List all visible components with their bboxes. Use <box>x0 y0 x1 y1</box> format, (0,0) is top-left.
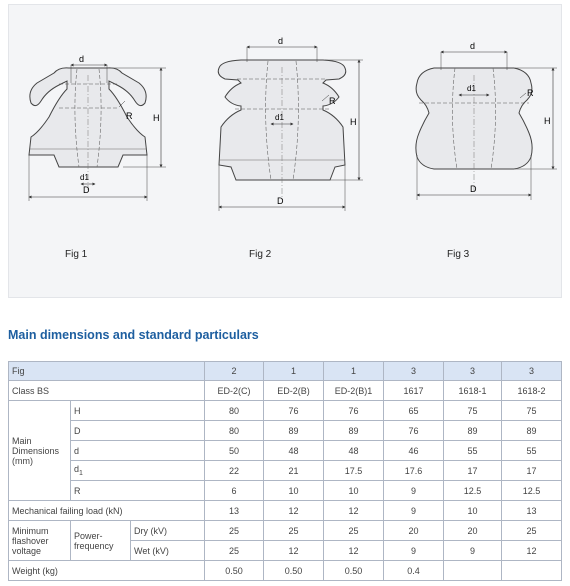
row-label-wet: Wet (kV) <box>131 541 205 561</box>
table-cell <box>444 561 502 581</box>
table-cell: 17.6 <box>384 461 444 481</box>
table-cell: 75 <box>444 401 502 421</box>
fig1-insulator-drawing <box>29 54 166 201</box>
row-label-fig: Fig <box>9 362 205 381</box>
fig1-label-d: d <box>79 54 85 64</box>
dim-label-d: d <box>71 441 205 461</box>
fig1-caption: Fig 1 <box>65 249 88 260</box>
row-label-weight: Weight (kg) <box>9 561 205 581</box>
fig1-label-R: R <box>126 111 133 121</box>
table-cell: 76 <box>264 401 324 421</box>
table-cell: 12 <box>324 541 384 561</box>
fig3-label-d1: d1 <box>467 84 476 93</box>
table-row-weight <box>9 561 562 581</box>
table-cell: 25 <box>205 521 264 541</box>
table-cell: 75 <box>502 401 562 421</box>
table-cell: 1617 <box>384 381 444 401</box>
dim-label-d1 <box>71 461 205 481</box>
table-cell: 2 <box>205 362 264 381</box>
row-label-main-dimensions: Main Dimensions (mm) <box>9 401 71 501</box>
table-cell: ED-2(C) <box>205 381 264 401</box>
row-label-class: Class BS <box>9 381 205 401</box>
table-cell: 25 <box>324 521 384 541</box>
table-cell: 3 <box>444 362 502 381</box>
table-cell: 3 <box>502 362 562 381</box>
table-cell: 10 <box>444 501 502 521</box>
table-cell: ED-2(B)1 <box>324 381 384 401</box>
table-cell: 0.50 <box>324 561 384 581</box>
table-cell: 12 <box>324 501 384 521</box>
table-cell: 6 <box>205 481 264 501</box>
fig2-label-d: d <box>278 36 284 46</box>
section-title: Main dimensions and standard particulars <box>8 328 259 342</box>
table-row-dry <box>9 521 562 541</box>
specifications-table <box>8 361 562 581</box>
table-cell: 17 <box>502 461 562 481</box>
table-row-mechanical-load <box>9 501 562 521</box>
table-cell: 12.5 <box>444 481 502 501</box>
fig1-label-H: H <box>153 113 160 123</box>
table-cell <box>502 561 562 581</box>
table-cell: 46 <box>384 441 444 461</box>
fig2-label-H: H <box>350 117 357 127</box>
table-cell: 80 <box>205 421 264 441</box>
table-cell: 12 <box>502 541 562 561</box>
table-cell: 50 <box>205 441 264 461</box>
table-row-H <box>9 401 562 421</box>
table-cell: 25 <box>502 521 562 541</box>
table-cell: 9 <box>384 501 444 521</box>
table-cell: 9 <box>444 541 502 561</box>
row-label-flashover: Minimum flashover voltage <box>9 521 71 561</box>
fig3-label-H: H <box>544 116 551 126</box>
table-cell: 10 <box>264 481 324 501</box>
table-cell: 9 <box>384 481 444 501</box>
table-cell: 89 <box>324 421 384 441</box>
dim-label-d1-base: d <box>74 464 80 475</box>
fig3-insulator-drawing <box>416 41 557 200</box>
table-cell: 17.5 <box>324 461 384 481</box>
table-cell: 20 <box>384 521 444 541</box>
table-cell: 89 <box>264 421 324 441</box>
table-cell: 25 <box>205 541 264 561</box>
row-label-power-frequency: Power-frequency <box>71 521 131 561</box>
dim-label-R: R <box>71 481 205 501</box>
dim-label-d1-subscript: 1 <box>79 469 83 477</box>
insulator-drawings <box>9 5 561 297</box>
table-cell: 0.50 <box>205 561 264 581</box>
table-cell: 55 <box>444 441 502 461</box>
table-cell: 1 <box>264 362 324 381</box>
fig2-label-d1: d1 <box>275 113 284 122</box>
table-cell: 17 <box>444 461 502 481</box>
table-cell: 3 <box>384 362 444 381</box>
fig2-label-R: R <box>329 96 336 106</box>
fig3-label-d: d <box>470 41 476 51</box>
fig3-label-R: R <box>527 88 534 98</box>
table-cell: 1618-1 <box>444 381 502 401</box>
table-cell: 76 <box>384 421 444 441</box>
table-cell: ED-2(B) <box>264 381 324 401</box>
fig1-label-D: D <box>83 185 90 195</box>
row-label-dry: Dry (kV) <box>131 521 205 541</box>
table-row-class <box>9 381 562 401</box>
fig2-insulator-drawing <box>218 36 363 211</box>
table-cell: 89 <box>502 421 562 441</box>
fig1-label-d1: d1 <box>80 173 89 182</box>
table-cell: 21 <box>264 461 324 481</box>
table-row-R <box>9 481 562 501</box>
table-cell: 12.5 <box>502 481 562 501</box>
table-cell: 0.50 <box>264 561 324 581</box>
figures-panel <box>8 4 562 298</box>
dim-label-D: D <box>71 421 205 441</box>
table-cell: 80 <box>205 401 264 421</box>
table-cell: 12 <box>264 541 324 561</box>
fig2-label-D: D <box>277 196 284 206</box>
table-cell: 89 <box>444 421 502 441</box>
row-label-mechanical-load: Mechanical failing load (kN) <box>9 501 205 521</box>
table-cell: 48 <box>264 441 324 461</box>
table-cell: 22 <box>205 461 264 481</box>
table-row-D <box>9 421 562 441</box>
table-cell: 13 <box>502 501 562 521</box>
fig3-caption: Fig 3 <box>447 249 470 260</box>
table-row-fig <box>9 362 562 381</box>
table-cell: 55 <box>502 441 562 461</box>
table-cell: 9 <box>384 541 444 561</box>
table-cell: 10 <box>324 481 384 501</box>
table-cell: 1618-2 <box>502 381 562 401</box>
table-cell: 65 <box>384 401 444 421</box>
fig3-label-D: D <box>470 184 477 194</box>
fig2-caption: Fig 2 <box>249 249 272 260</box>
table-cell: 1 <box>324 362 384 381</box>
table-cell: 25 <box>264 521 324 541</box>
table-cell: 0.4 <box>384 561 444 581</box>
table-cell: 48 <box>324 441 384 461</box>
table-row-d <box>9 441 562 461</box>
table-cell: 76 <box>324 401 384 421</box>
table-cell: 20 <box>444 521 502 541</box>
dim-label-H: H <box>71 401 205 421</box>
table-cell: 12 <box>264 501 324 521</box>
table-row-d1 <box>9 461 562 481</box>
table-cell: 13 <box>205 501 264 521</box>
